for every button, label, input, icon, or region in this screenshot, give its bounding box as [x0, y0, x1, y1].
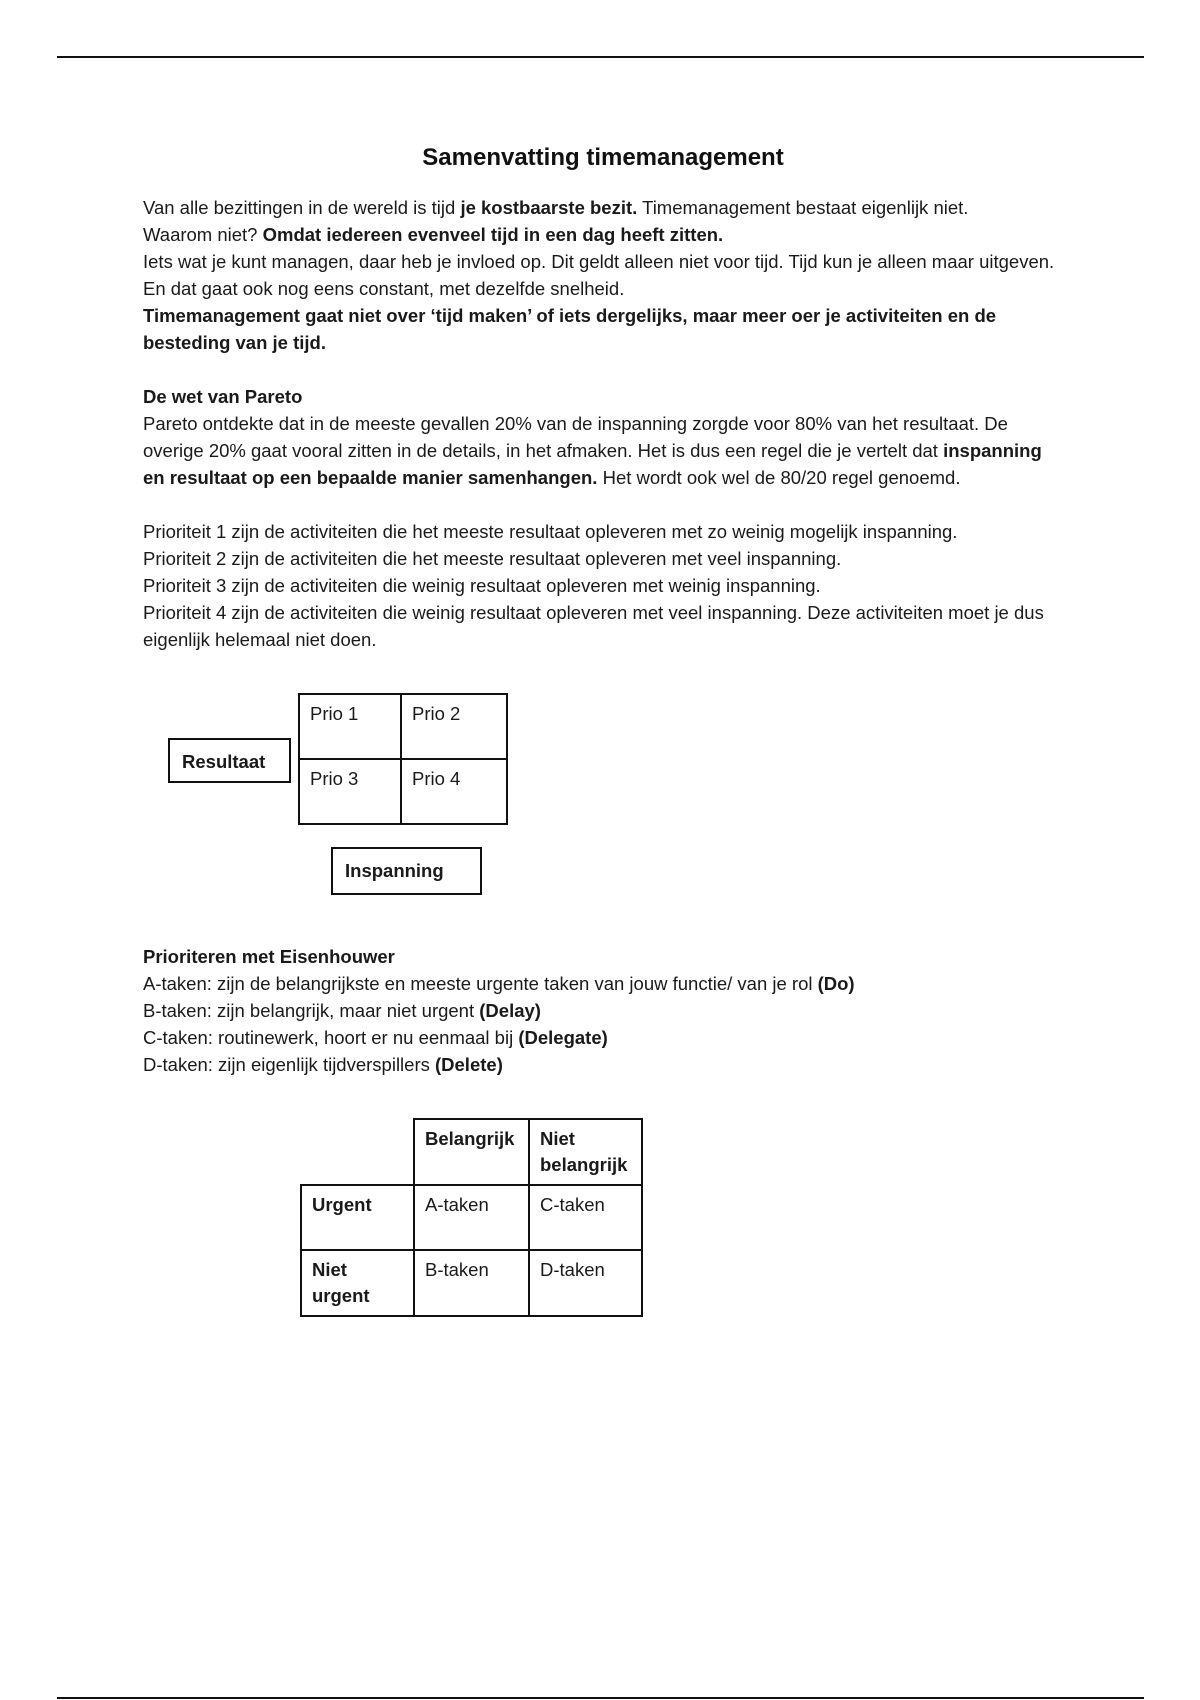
pareto-matrix [298, 693, 508, 825]
b-taken-line: B-taken: zijn belangrijk, maar niet urgent (Delay) [143, 1000, 541, 1021]
header-rule [57, 56, 1144, 58]
prio-4-cell: Prio 4 [401, 759, 507, 824]
prio-2-cell: Prio 2 [401, 694, 507, 759]
cell-a-taken: A-taken [414, 1185, 529, 1250]
document-body [143, 140, 1063, 1318]
eisenhower-diagram [143, 1078, 1063, 1318]
row-urgent: Urgent [301, 1185, 414, 1250]
prio-1-text: Prioriteit 1 zijn de activiteiten die het meeste resultaat opleveren met zo weinig mogelijk inspanning. [143, 521, 958, 542]
prio-3-text: Prioriteit 3 zijn de activiteiten die weinig resultaat opleveren met weinig inspanning. [143, 575, 821, 596]
pareto-diagram [143, 653, 1063, 943]
prio-4-text: Prioriteit 4 zijn de activiteiten die weinig resultaat opleveren met veel inspanning. Deze activiteiten moet je dus eigenlijk helemaal niet doen. [143, 602, 1044, 650]
resultaat-label-box: Resultaat [168, 738, 291, 783]
cell-c-taken: C-taken [529, 1185, 642, 1250]
cell-b-taken: B-taken [414, 1250, 529, 1316]
intro-line-2: Waarom niet? Omdat iedereen evenveel tijd in een dag heeft zitten. [143, 224, 724, 245]
pareto-heading: De wet van Pareto [143, 386, 303, 407]
d-taken-line: D-taken: zijn eigenlijk tijdverspillers (Delete) [143, 1054, 503, 1075]
eisenhower-heading: Prioriteren met Eisenhouwer [143, 946, 395, 967]
eisenhower-matrix [300, 1118, 643, 1317]
col-niet-belangrijk: Niet belangrijk [529, 1119, 642, 1185]
a-taken-line: A-taken: zijn de belangrijkste en meeste urgente taken van jouw functie/ van je rol (Do) [143, 973, 855, 994]
intro-line-3: Iets wat je kunt managen, daar heb je invloed op. Dit geldt alleen niet voor tijd. Tijd kun je alleen maar uitgeven. En dat gaat ook nog eens constant, met dezelfde snelheid. [143, 251, 1055, 299]
cell-d-taken: D-taken [529, 1250, 642, 1316]
pareto-paragraph: Pareto ontdekte dat in de meeste gevallen 20% van de inspanning zorgde voor 80% van het resultaat. De overige 20% gaat vooral zitten in de details, in het afmaken. Het is dus een regel die je vertelt dat inspanning en resultaat op een bepaalde manier samenhangen. Het wordt ook wel de 80/20 regel genoemd. [143, 413, 1042, 488]
prio-1-cell: Prio 1 [299, 694, 401, 759]
intro-line-1: Van alle bezittingen in de wereld is tijd je kostbaarste bezit. Timemanagement bestaat eigenlijk niet. [143, 197, 969, 218]
row-niet-urgent: Niet urgent [301, 1250, 414, 1316]
footer-rule [57, 1697, 1144, 1699]
c-taken-line: C-taken: routinewerk, hoort er nu eenmaal bij (Delegate) [143, 1027, 608, 1048]
inspanning-label-box: Inspanning [331, 847, 482, 895]
document-title: Samenvatting timemanagement [422, 144, 784, 171]
prio-2-text: Prioriteit 2 zijn de activiteiten die het meeste resultaat opleveren met veel inspanning. [143, 548, 842, 569]
intro-line-4: Timemanagement gaat niet over ‘tijd maken’ of iets dergelijks, maar meer oer je activiteiten en de besteding van je tijd. [143, 305, 997, 353]
col-belangrijk: Belangrijk [414, 1119, 529, 1185]
prio-3-cell: Prio 3 [299, 759, 401, 824]
